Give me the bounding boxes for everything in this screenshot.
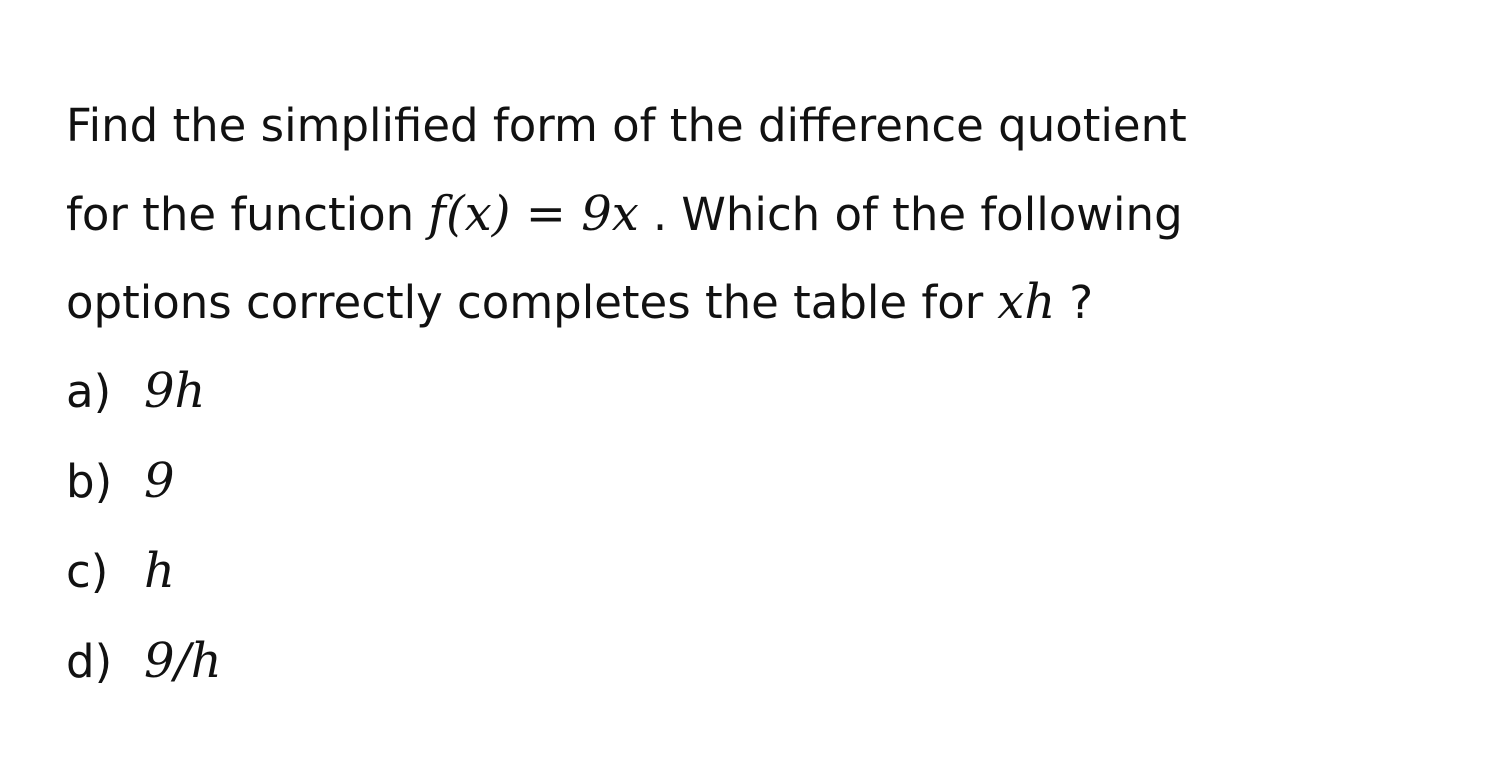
question-text-part: for the function: [66, 188, 415, 241]
variable-expression: xh: [997, 274, 1056, 330]
option-value: h: [144, 543, 175, 599]
option-value: 9: [144, 453, 175, 509]
answer-options: [66, 346, 1466, 706]
question-line-1: [66, 82, 1466, 170]
option-value: 9/h: [144, 633, 222, 689]
answer-option-b[interactable]: [66, 436, 1466, 526]
question-text-part: Find the simplified form of the difference quotient: [66, 99, 1187, 152]
question-text-part: options correctly completes the table for: [66, 276, 984, 329]
option-label: a): [66, 365, 112, 418]
question-text: [66, 82, 1466, 346]
answer-option-c[interactable]: [66, 526, 1466, 616]
question-line-3: [66, 258, 1466, 346]
question-text-part: ?: [1069, 276, 1094, 329]
option-label: d): [66, 635, 113, 688]
question-card: [66, 82, 1466, 706]
option-label: c): [66, 545, 109, 598]
question-text-part: . Which of the following: [652, 188, 1183, 241]
option-value: 9h: [144, 363, 206, 419]
option-label: b): [66, 455, 113, 508]
answer-option-d[interactable]: [66, 616, 1466, 706]
function-expression: f(x) = 9x: [428, 186, 639, 242]
question-line-2: [66, 170, 1466, 258]
answer-option-a[interactable]: [66, 346, 1466, 436]
